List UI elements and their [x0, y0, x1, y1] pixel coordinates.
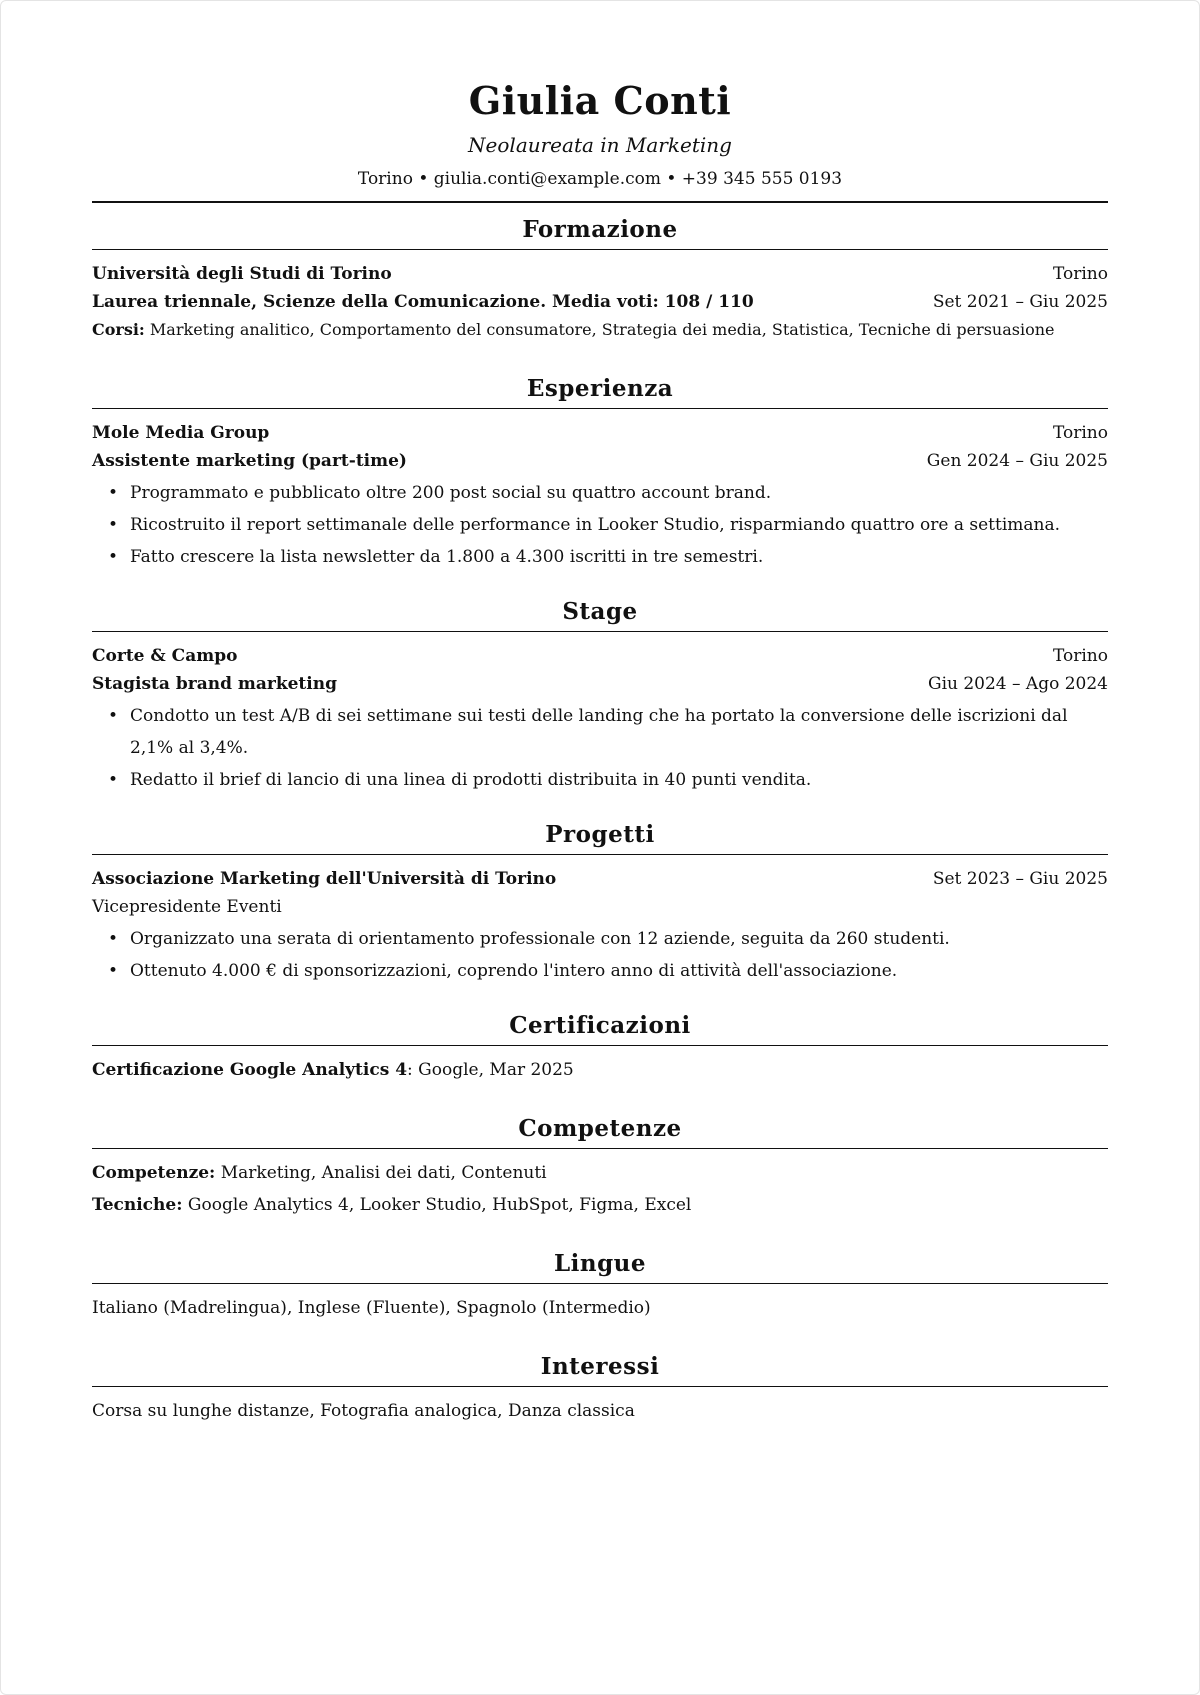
skills-value: Marketing, Analisi dei dati, Contenuti — [215, 1163, 547, 1183]
school-location: Torino — [1052, 264, 1108, 284]
section-title: Certificazioni — [92, 999, 1108, 1046]
project-dates: Set 2023 – Giu 2025 — [932, 869, 1108, 889]
courses-list: Marketing analitico, Comportamento del consumatore, Strategia dei media, Statistica, Tecniche di persuasione — [149, 320, 1055, 339]
section-title: Lingue — [92, 1237, 1108, 1284]
courses-line — [92, 316, 1108, 344]
company-name: Corte & Campo — [92, 646, 238, 666]
role-row — [92, 447, 1108, 475]
role-title: Stagista brand marketing — [92, 674, 337, 694]
degree-row — [92, 288, 1108, 316]
internship-bullets — [92, 700, 1108, 796]
project-role: Vicepresidente Eventi — [92, 897, 282, 917]
bullet-item: • Ricostruito il report settimanale delle performance in Looker Studio, risparmiando quattro ore a settimana. — [108, 509, 1108, 541]
skills-section — [92, 1102, 1108, 1237]
certifications-section — [92, 999, 1108, 1102]
role-row — [92, 670, 1108, 698]
role-title: Assistente marketing (part-time) — [92, 451, 407, 471]
bullet-item: • Redatto il brief di lancio di una linea di prodotti distribuita in 40 punti vendita. — [108, 764, 1108, 796]
languages-section — [92, 1237, 1108, 1340]
candidate-name: Giulia Conti — [468, 78, 732, 123]
experience-section — [92, 362, 1108, 585]
section-title: Competenze — [92, 1102, 1108, 1149]
interests-value: Corsa su lunghe distanze, Fotografia analogica, Danza classica — [92, 1401, 635, 1421]
resume-page — [92, 0, 1108, 1425]
education-header-row — [92, 260, 1108, 288]
experience-header-row — [92, 419, 1108, 447]
role-dates: Giu 2024 – Ago 2024 — [927, 674, 1108, 694]
tech-label: Tecniche: — [92, 1195, 183, 1215]
bullet-item: • Ottenuto 4.000 € di sponsorizzazioni, coprendo l'intero anno di attività dell'associazione. — [108, 955, 1108, 987]
section-title: Progetti — [92, 808, 1108, 855]
courses-label: Corsi: — [92, 320, 145, 339]
bullet-item: • Condotto un test A/B di sei settimane sui testi delle landing che ha portato la conversione delle iscrizioni dal 2,1% al 3,4%. — [108, 700, 1108, 764]
company-location: Torino — [1052, 646, 1108, 666]
bullet-item: • Programmato e pubblicato oltre 200 post social su quattro account brand. — [108, 477, 1108, 509]
section-title: Esperienza — [92, 362, 1108, 409]
section-title: Interessi — [92, 1340, 1108, 1387]
certification-name: Certificazione Google Analytics 4 — [92, 1060, 408, 1080]
skills-line — [92, 1159, 1108, 1187]
candidate-subtitle: Neolaureata in Marketing — [468, 133, 732, 157]
section-title: Formazione — [92, 203, 1108, 250]
education-dates: Set 2021 – Giu 2025 — [932, 292, 1108, 312]
section-title: Stage — [92, 585, 1108, 632]
resume-header — [92, 0, 1108, 203]
company-name: Mole Media Group — [92, 423, 270, 443]
company-location: Torino — [1052, 423, 1108, 443]
contact-line: Torino • giulia.conti@example.com • +39 345 555 0193 — [357, 169, 843, 189]
internship-header-row — [92, 642, 1108, 670]
tech-value: Google Analytics 4, Looker Studio, HubSpot, Figma, Excel — [182, 1195, 692, 1215]
role-dates: Gen 2024 – Giu 2025 — [926, 451, 1108, 471]
internship-section — [92, 585, 1108, 808]
bullet-item: • Fatto crescere la lista newsletter da 1.800 a 4.300 iscritti in tre semestri. — [108, 541, 1108, 573]
bullet-item: • Organizzato una serata di orientamento professionale con 12 aziende, seguita da 260 studenti. — [108, 923, 1108, 955]
degree: Laurea triennale, Scienze della Comunicazione. Media voti: 108 / 110 — [92, 292, 754, 312]
skills-label: Competenze: — [92, 1163, 216, 1183]
project-bullets — [92, 923, 1108, 987]
certification-detail: : Google, Mar 2025 — [407, 1060, 574, 1080]
tech-line — [92, 1191, 1108, 1219]
education-section — [92, 203, 1108, 362]
school-name: Università degli Studi di Torino — [92, 264, 392, 284]
experience-bullets — [92, 477, 1108, 573]
projects-section — [92, 808, 1108, 999]
languages-value: Italiano (Madrelingua), Inglese (Fluente), Spagnolo (Intermedio) — [92, 1298, 651, 1318]
certification-line — [92, 1056, 1108, 1084]
interests-section — [92, 1340, 1108, 1425]
project-header-row — [92, 865, 1108, 893]
organization-name: Associazione Marketing dell'Università di Torino — [92, 869, 557, 889]
